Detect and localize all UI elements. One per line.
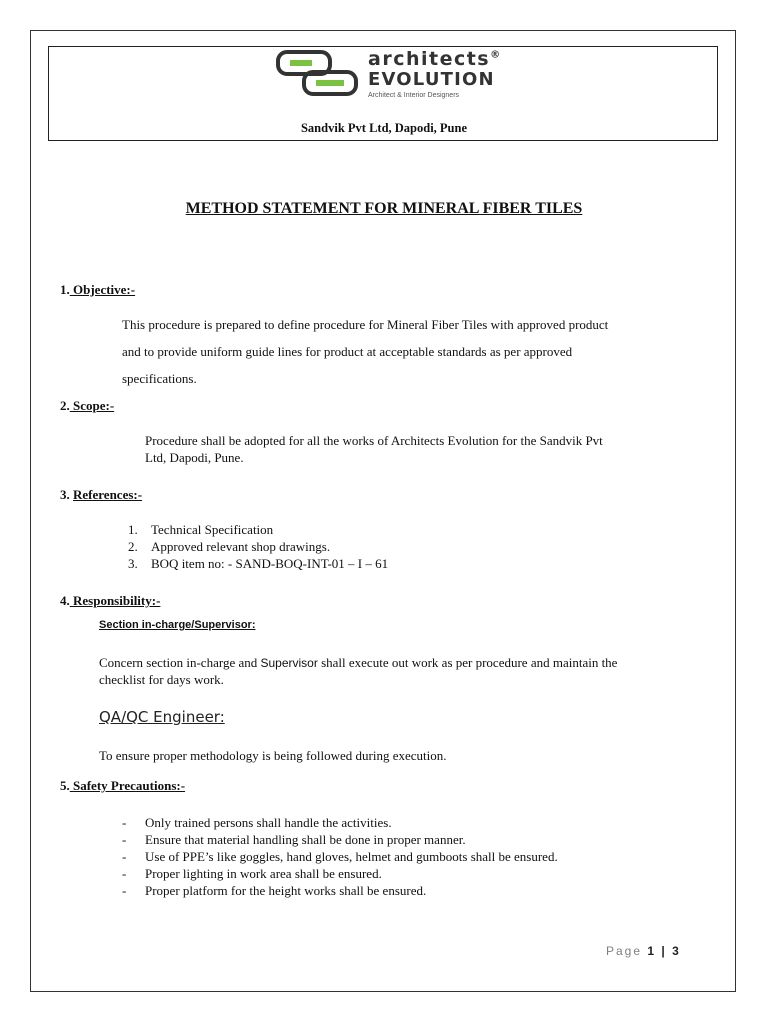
list-item: 3. BOQ item no: - SAND-BOQ-INT-01 – I – 61 <box>128 556 389 571</box>
list-item: - Use of PPE’s like goggles, hand gloves, helmet and gumboots shall be ensured. <box>122 849 558 864</box>
logo-wordmark-top: architects® <box>368 48 502 70</box>
page-number: Page 1 | 3 <box>606 944 681 958</box>
responsibility-qa-line: To ensure proper methodology is being followed during execution. <box>99 748 447 763</box>
company-logo <box>276 47 506 107</box>
list-item: - Proper lighting in work area shall be ensured. <box>122 866 382 881</box>
heading-objective: 1. Objective:- <box>60 282 136 297</box>
scope-line-1: Procedure shall be adopted for all the works of Architects Evolution for the Sandvik Pvt <box>145 433 603 448</box>
logo-mark-icon <box>276 49 360 99</box>
logo-tagline: Architect & Interior Designers <box>368 92 460 99</box>
list-item: - Ensure that material handling shall be done in proper manner. <box>122 832 466 847</box>
objective-line-1: This procedure is prepared to define procedure for Mineral Fiber Tiles with approved product <box>122 317 609 332</box>
responsibility-line-2: checklist for days work. <box>99 672 224 687</box>
heading-responsibility: 4. Responsibility:- <box>60 593 161 608</box>
heading-references: 3. References:- <box>60 487 143 502</box>
references-list <box>128 521 388 572</box>
subheading-section-incharge: Section in-charge/Supervisor: <box>99 619 256 631</box>
list-item: - Only trained persons shall handle the activities. <box>122 815 392 830</box>
heading-scope: 2. Scope:- <box>60 398 115 413</box>
document-title: METHOD STATEMENT FOR MINERAL FIBER TILES <box>185 200 583 217</box>
logo-wordmark-bottom: EVOLUTION <box>368 69 495 90</box>
objective-line-3: specifications. <box>122 371 197 386</box>
client-name: Sandvik Pvt Ltd, Dapodi, Pune <box>300 121 468 135</box>
subheading-qa-qc-engineer: QA/QC Engineer: <box>99 708 225 726</box>
list-item: 2. Approved relevant shop drawings. <box>128 539 331 554</box>
heading-safety-precautions: 5. Safety Precautions:- <box>60 778 186 793</box>
scope-line-2: Ltd, Dapodi, Pune. <box>145 450 244 465</box>
safety-list <box>122 814 558 899</box>
list-item: 1. Technical Specification <box>128 522 274 537</box>
objective-line-2: and to provide uniform guide lines for product at acceptable standards as per approved <box>122 344 573 359</box>
list-item: - Proper platform for the height works shall be ensured. <box>122 883 427 898</box>
responsibility-line-1: Concern section in-charge and Supervisor shall execute out work as per procedure and maintain the <box>99 655 618 670</box>
